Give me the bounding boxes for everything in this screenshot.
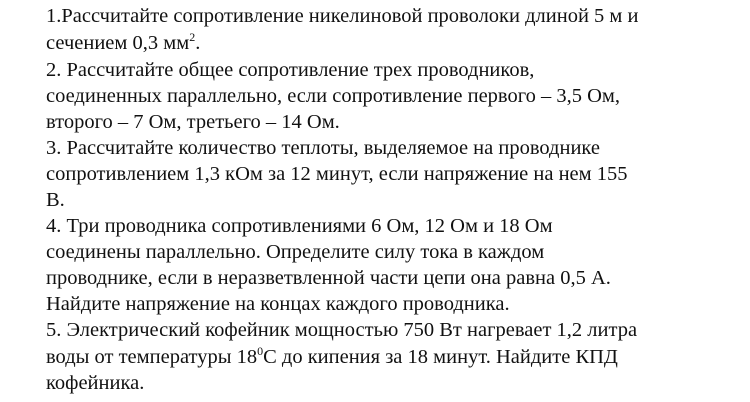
- problem-1-line-2-text: сечением 0,3 мм: [46, 32, 190, 54]
- problem-5-line-2: [46, 345, 618, 369]
- problem-1-line-1: 1.Рассчитайте сопротивление никелиновой проволоки длиной 5 м и: [46, 5, 639, 27]
- problem-2-line-2: соединенных параллельно, если сопротивление первого – 3,5 Ом,: [46, 85, 621, 107]
- problem-3-line-2: сопротивлением 1,3 кОм за 12 минут, если напряжение на нем 155: [46, 163, 628, 185]
- problem-4-line-4: Найдите напряжение на концах каждого проводника.: [46, 293, 510, 315]
- superscript-degree: 0: [257, 344, 264, 359]
- problem-1-line-2-end: .: [195, 32, 201, 54]
- problem-5-line-1: 5. Электрический кофейник мощностью 750 Вт нагревает 1,2 литра: [46, 319, 638, 341]
- problem-4-line-3: проводнике, если в неразветвленной части цепи она равна 0,5 А.: [46, 267, 611, 289]
- superscript-squared: 2: [189, 30, 196, 45]
- problem-3-line-1: 3. Рассчитайте количество теплоты, выделяемое на проводнике: [46, 137, 600, 159]
- problem-1-line-2: [46, 31, 200, 55]
- problem-2-line-1: 2. Рассчитайте общее сопротивление трех проводников,: [46, 59, 535, 81]
- problem-2-line-3: второго – 7 Ом, третьего – 14 Ом.: [46, 111, 340, 133]
- problem-3-line-3: В.: [46, 189, 65, 211]
- problem-5-line-2-end: С до кипения за 18 минут. Найдите КПД: [263, 346, 618, 368]
- problem-5-line-2-text: воды от температуры 18: [46, 346, 258, 368]
- problem-5-line-3: кофейника.: [46, 372, 145, 394]
- problem-4-line-1: 4. Три проводника сопротивлениями 6 Ом, 12 Ом и 18 Ом: [46, 215, 553, 237]
- problem-4-line-2: соединены параллельно. Определите силу тока в каждом: [46, 241, 545, 263]
